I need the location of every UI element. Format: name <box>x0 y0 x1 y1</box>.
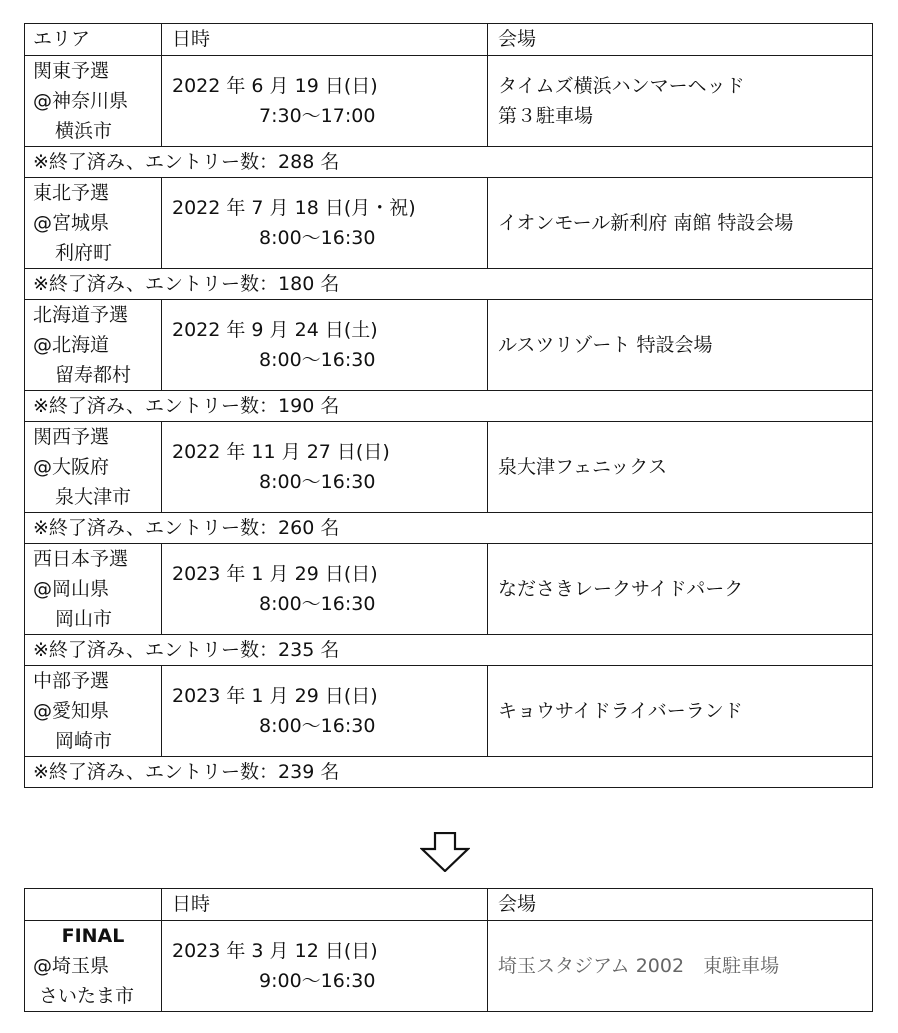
area-city: さいたま市 <box>39 985 135 1007</box>
venue-name: 泉大津フェニックス <box>498 456 668 478</box>
area-region: 西日本予選 <box>33 548 129 570</box>
venue-name: ルスツリゾート 特設会場 <box>498 334 713 356</box>
event-date: 2022 年 7 月 18 日(月・祝) <box>172 197 416 219</box>
area-region: 北海道予選 <box>33 304 129 326</box>
down-arrow-icon <box>420 832 470 872</box>
area-region: 関西予選 <box>33 426 110 448</box>
area-city: 留寿都村 <box>55 364 132 386</box>
area-region: 中部予選 <box>33 670 110 692</box>
area-prefecture: @大阪府 <box>33 456 110 478</box>
venue-cell <box>488 422 873 513</box>
event-time: 8:00～16:30 <box>259 227 376 249</box>
event-date: 2023 年 1 月 29 日(日) <box>172 685 378 707</box>
venue-name: タイムズ横浜ハンマーヘッド <box>498 75 745 97</box>
area-city: 泉大津市 <box>55 486 132 508</box>
area-cell <box>25 666 162 757</box>
venue-name: キョウサイドライバーランド <box>498 700 743 722</box>
area-prefecture: @神奈川県 <box>33 90 129 112</box>
entry-note-row <box>25 757 873 788</box>
table-header-row <box>25 24 873 56</box>
datetime-cell <box>162 544 488 635</box>
area-cell <box>25 300 162 391</box>
entry-note-row <box>25 391 873 422</box>
event-time: 8:00～16:30 <box>259 593 376 615</box>
venue-cell <box>488 300 873 391</box>
area-prefecture: @岡山県 <box>33 578 110 600</box>
area-prefecture: @北海道 <box>33 334 110 356</box>
area-city: 横浜市 <box>55 120 113 142</box>
entry-note-row <box>25 513 873 544</box>
area-cell <box>25 422 162 513</box>
area-prefecture: @宮城県 <box>33 212 110 234</box>
venue-cell <box>488 178 873 269</box>
entry-note-row <box>25 635 873 666</box>
header-datetime: 日時 <box>162 24 488 56</box>
final-schedule-table <box>24 888 873 1012</box>
venue-name: イオンモール新利府 南館 特設会場 <box>498 212 794 234</box>
event-row-tohoku <box>25 178 873 269</box>
area-cell <box>25 921 162 1012</box>
event-row-hokkaido <box>25 300 873 391</box>
area-cell <box>25 544 162 635</box>
event-row-chubu <box>25 666 873 757</box>
area-region: 関東予選 <box>33 60 110 82</box>
event-time: 8:00～16:30 <box>259 715 376 737</box>
datetime-cell <box>162 56 488 147</box>
venue-cell <box>488 666 873 757</box>
area-prefecture: @愛知県 <box>33 700 110 722</box>
venue-name: なださきレークサイドパーク <box>498 578 744 600</box>
area-city: 利府町 <box>55 242 113 264</box>
event-time: 7:30～17:00 <box>259 105 376 127</box>
area-cell <box>25 56 162 147</box>
event-row-kansai <box>25 422 873 513</box>
area-prefecture: @埼玉県 <box>33 955 110 977</box>
header-venue: 会場 <box>488 24 873 56</box>
venue-name: 埼玉スタジアム 2002 東駐車場 <box>498 955 780 977</box>
area-city: 岡崎市 <box>55 730 113 752</box>
event-date: 2023 年 3 月 12 日(日) <box>172 940 378 962</box>
event-row-kanto <box>25 56 873 147</box>
event-row-nishinihon <box>25 544 873 635</box>
event-time: 8:00～16:30 <box>259 349 376 371</box>
entry-note: ※終了済み、エントリー数：288 名 <box>25 147 873 178</box>
venue-cell <box>488 921 873 1012</box>
area-cell <box>25 178 162 269</box>
entry-note: ※終了済み、エントリー数：235 名 <box>25 635 873 666</box>
entry-note-row <box>25 147 873 178</box>
event-date: 2022 年 6 月 19 日(日) <box>172 75 378 97</box>
datetime-cell <box>162 921 488 1012</box>
entry-note: ※終了済み、エントリー数：180 名 <box>25 269 873 300</box>
event-date: 2022 年 11 月 27 日(日) <box>172 441 390 463</box>
final-label: FINAL <box>61 925 125 947</box>
event-date: 2023 年 1 月 29 日(日) <box>172 563 378 585</box>
area-city: 岡山市 <box>55 608 113 630</box>
entry-note: ※終了済み、エントリー数：190 名 <box>25 391 873 422</box>
header-venue: 会場 <box>488 889 873 921</box>
event-time: 8:00～16:30 <box>259 471 376 493</box>
preliminary-schedule-table <box>24 23 873 788</box>
venue-cell <box>488 544 873 635</box>
table-header-row <box>25 889 873 921</box>
event-row-final <box>25 921 873 1012</box>
header-datetime: 日時 <box>162 889 488 921</box>
entry-note-row <box>25 269 873 300</box>
header-area: エリア <box>25 24 162 56</box>
event-date: 2022 年 9 月 24 日(土) <box>172 319 378 341</box>
area-region: 東北予選 <box>33 182 110 204</box>
header-area <box>25 889 162 921</box>
datetime-cell <box>162 422 488 513</box>
venue-cell <box>488 56 873 147</box>
entry-note: ※終了済み、エントリー数：260 名 <box>25 513 873 544</box>
event-time: 9:00～16:30 <box>259 970 376 992</box>
datetime-cell <box>162 666 488 757</box>
venue-name-line2: 第３駐車場 <box>498 105 594 127</box>
datetime-cell <box>162 300 488 391</box>
datetime-cell <box>162 178 488 269</box>
entry-note: ※終了済み、エントリー数：239 名 <box>25 757 873 788</box>
